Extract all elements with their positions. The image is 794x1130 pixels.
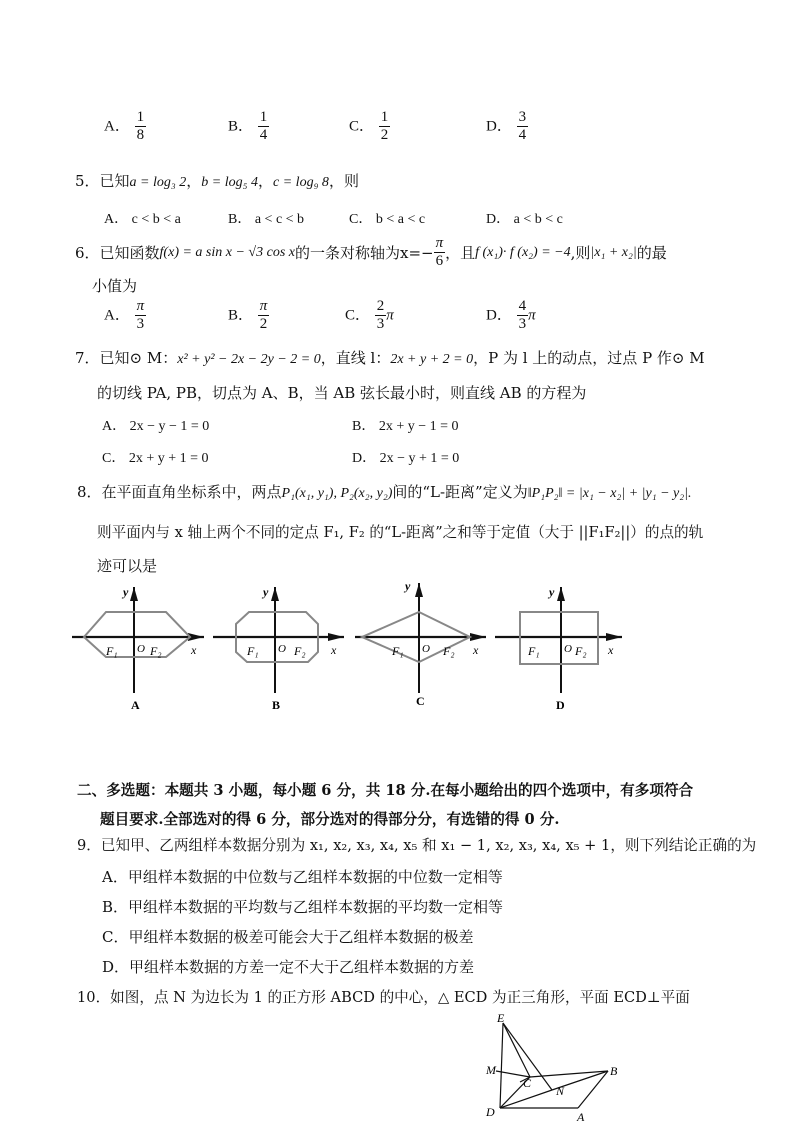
figure-a bbox=[72, 587, 204, 693]
q6-axis-fraction: $\frac{\pi}{6}$ bbox=[435, 235, 444, 269]
fig-b-origin: O bbox=[278, 643, 286, 655]
q6-option-a: A． $\frac{\pi}{3}$ bbox=[104, 298, 145, 332]
q5-option-a: A． c < b < a bbox=[104, 212, 181, 227]
q8-figures bbox=[0, 575, 794, 735]
q10-label-e: E bbox=[497, 1011, 505, 1025]
fig-a-x-label: x bbox=[191, 643, 197, 657]
q6-stem-line1: 6．已知函数 f(x) = a sin x − √3 cos x 的一条对称轴为x=− $\frac{\pi}{6}$ ，且 f (x₁)· f (x₂) = −4 ,则 |x₁ + x₂| 的最 bbox=[75, 235, 667, 269]
q9-option-c: C．甲组样本数据的极差可能会大于乙组样本数据的极差 bbox=[102, 928, 474, 946]
q4-option-a: A． $\frac{1}{8}$ bbox=[104, 109, 145, 143]
q6-option-d: D． $\frac{4}{3}$ π bbox=[486, 298, 536, 332]
q9-option-d: D．甲组样本数据的方差一定不大于乙组样本数据的方差 bbox=[102, 958, 475, 976]
fig-c-f1: F₁ bbox=[392, 644, 404, 658]
fig-c-f2: F₂ bbox=[443, 644, 455, 658]
fig-d-y-label: y bbox=[549, 585, 555, 599]
q7-option-a: A． 2x − y − 1 = 0 bbox=[102, 419, 210, 434]
q4-option-c: C． $\frac{1}{2}$ bbox=[349, 109, 389, 143]
fig-b-f2: F₂ bbox=[294, 644, 306, 658]
fig-d-f2: F₂ bbox=[575, 644, 587, 658]
q4-option-a-fraction: $\frac{1}{8}$ bbox=[136, 109, 145, 143]
q4-option-b-fraction: $\frac{1}{4}$ bbox=[259, 109, 268, 143]
fig-a-caption: A bbox=[131, 698, 140, 712]
fig-b-y-label: y bbox=[263, 585, 269, 599]
q4-option-c-fraction: $\frac{1}{2}$ bbox=[380, 109, 389, 143]
q7-option-c: C． 2x + y + 1 = 0 bbox=[102, 451, 209, 466]
q9-stem: 9．已知甲、乙两组样本数据分别为 x₁, x₂, x₃, x₄, x₅ 和 x₁ − 1, x₂, x₃, x₄, x₅ + 1，则下列结论正确的为 bbox=[77, 837, 757, 854]
q4-option-b: B． $\frac{1}{4}$ bbox=[228, 109, 268, 143]
q5-option-d: D． a < b < c bbox=[486, 212, 563, 227]
q8-stem-line3: 迹可以是 bbox=[97, 557, 158, 575]
fig-d-f1: F₁ bbox=[528, 644, 540, 658]
q10-label-n: N bbox=[556, 1084, 565, 1098]
q8-stem-line1: 8．在平面直角坐标系中，两点P₁(x₁, y₁), P₂(x₂, y₂)间的“L-距离”定义为‖P₁P₂‖ = |x₁ − x₂| + |y₁ − y₂|. bbox=[77, 483, 692, 501]
fig-c-origin: O bbox=[422, 643, 430, 655]
fig-b-f1: F₁ bbox=[247, 644, 259, 658]
q6-stem-line2: 小值为 bbox=[92, 277, 138, 295]
section2-heading-line2: 题目要求.全部选对的得 6 分，部分选对的得部分分，有选错的得 0 分. bbox=[100, 811, 560, 828]
fig-b-caption: B bbox=[272, 698, 281, 712]
fig-d-caption: D bbox=[556, 698, 565, 712]
q6-option-c: C． $\frac{2}{3}$ π bbox=[345, 298, 394, 332]
q5-stem: 5．已知a = log₃ 2，b = log₅ 4，c = log₉ 8，则 bbox=[75, 172, 359, 190]
q10-stem: 10．如图，点 N 为边长为 1 的正方形 ABCD 的中心，△ ECD 为正三角形，平面 ECD⊥平面 bbox=[77, 989, 690, 1006]
section2-heading-line1: 二、多选题：本题共 3 小题，每小题 6 分，共 18 分.在每小题给出的四个选项中，有多项符合 bbox=[77, 782, 694, 799]
fig-c-x-label: x bbox=[473, 643, 479, 657]
q10-label-c: C bbox=[523, 1076, 532, 1090]
q7-option-d: D． 2x − y + 1 = 0 bbox=[352, 451, 460, 466]
q7-stem-line2: 的切线 PA, PB，切点为 A、B，当 AB 弦长最小时，则直线 AB 的方程为 bbox=[97, 384, 587, 402]
figure-c bbox=[355, 583, 486, 693]
q5-option-c: C． b < a < c bbox=[349, 212, 426, 227]
q4-option-d-fraction: $\frac{3}{4}$ bbox=[518, 109, 527, 143]
q6-option-b: B． $\frac{\pi}{2}$ bbox=[228, 298, 268, 332]
fig-a-y-label: y bbox=[123, 585, 129, 599]
fig-a-origin: O bbox=[137, 643, 145, 655]
q10-label-a: A bbox=[577, 1110, 585, 1124]
q4-option-d: D． $\frac{3}{4}$ bbox=[486, 109, 527, 143]
q10-label-b: B bbox=[610, 1064, 618, 1078]
figure-d bbox=[495, 587, 622, 693]
q7-stem-line1: 7．已知⊙ M：x² + y² − 2x − 2y − 2 = 0，直线 l：2x + y + 2 = 0，P 为 l 上的动点，过点 P 作⊙ M bbox=[75, 349, 705, 367]
fig-c-y-label: y bbox=[405, 579, 411, 593]
fig-c-caption: C bbox=[416, 694, 425, 708]
q7-option-b: B． 2x + y − 1 = 0 bbox=[352, 419, 459, 434]
fig-b-x-label: x bbox=[331, 643, 337, 657]
q9-option-a: A．甲组样本数据的中位数与乙组样本数据的中位数一定相等 bbox=[102, 868, 503, 886]
q9-option-b: B．甲组样本数据的平均数与乙组样本数据的平均数一定相等 bbox=[102, 898, 504, 916]
figure-b bbox=[213, 587, 344, 693]
fig-a-f2: F₂ bbox=[150, 644, 162, 658]
fig-d-origin: O bbox=[564, 643, 572, 655]
q5-option-b: B． a < c < b bbox=[228, 212, 305, 227]
q10-label-d: D bbox=[486, 1105, 495, 1119]
fig-a-f1: F₁ bbox=[106, 644, 118, 658]
fig-d-x-label: x bbox=[608, 643, 614, 657]
q10-label-m: M bbox=[486, 1063, 496, 1077]
q10-figure bbox=[480, 1010, 660, 1130]
q8-stem-line2: 则平面内与 x 轴上两个不同的定点 F₁, F₂ 的“L-距离”之和等于定值（大于 ||F₁F₂||）的点的轨 bbox=[97, 524, 704, 541]
